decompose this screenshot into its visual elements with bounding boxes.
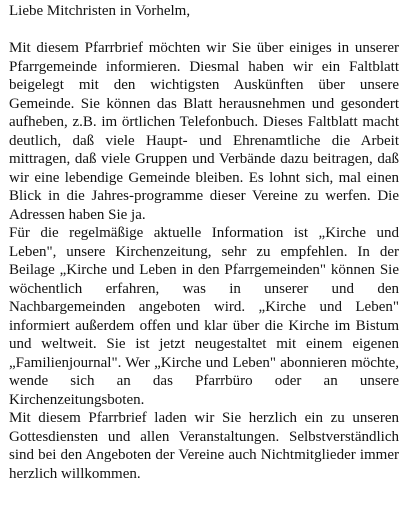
paragraph-church-newspaper: Für die regelmäßige aktuelle Information ist „Kirche und Leben", unsere Kirchenzeitung, sehr zu empfehlen. In der Beilage „Kirche und Leben in den Pfarrgemeinden" können Sie wöchentlich erfahren, was in unserer und den Nachbargemeinden angeboten wird. „Kirche und Leben" informiert außerdem offen und klar über die Kirche im Bistum und weltweit. Sie ist jetzt neugestaltet mit einem eigenen „Familienjournal". Wer „Kirche und Leben" abonnieren möchte, wende sich an das Pfarrbüro oder an unsere Kirchenzeitungsboten. xyxy=(9,225,399,408)
letter-body xyxy=(9,39,399,483)
paragraph-invitation: Mit diesem Pfarrbrief laden wir Sie herzlich ein zu unseren Gottesdiensten und allen Veranstaltungen. Selbstverständlich sind bei den Angeboten der Vereine auch Nichtmitglieder immer herzlich willkommen. xyxy=(9,410,399,482)
letter-greeting: Liebe Mitchristen in Vorhelm, xyxy=(9,3,191,19)
paragraph-newsletter-intro: Mit diesem Pfarrbrief möchten wir Sie über einiges in unserer Pfarrgemeinde informieren. Diesmal haben wir ein Faltblatt beigelegt mit den wichtigsten Auskünften über unsere Gemeinde. Sie können das Blatt herausnehmen und gesondert aufheben, z.B. im örtlichen Telefonbuch. Dieses Faltblatt macht deutlich, daß viele Haupt- und Ehrenamtliche die Arbeit mittragen, daß viele Gruppen und Verbände dazu beitragen, daß wir eine lebendige Gemeinde bleiben. Es lohnt sich, mal einen Blick in die Jahres-programme dieser Vereine zu werfen. Die Adressen haben Sie ja. xyxy=(9,40,399,223)
